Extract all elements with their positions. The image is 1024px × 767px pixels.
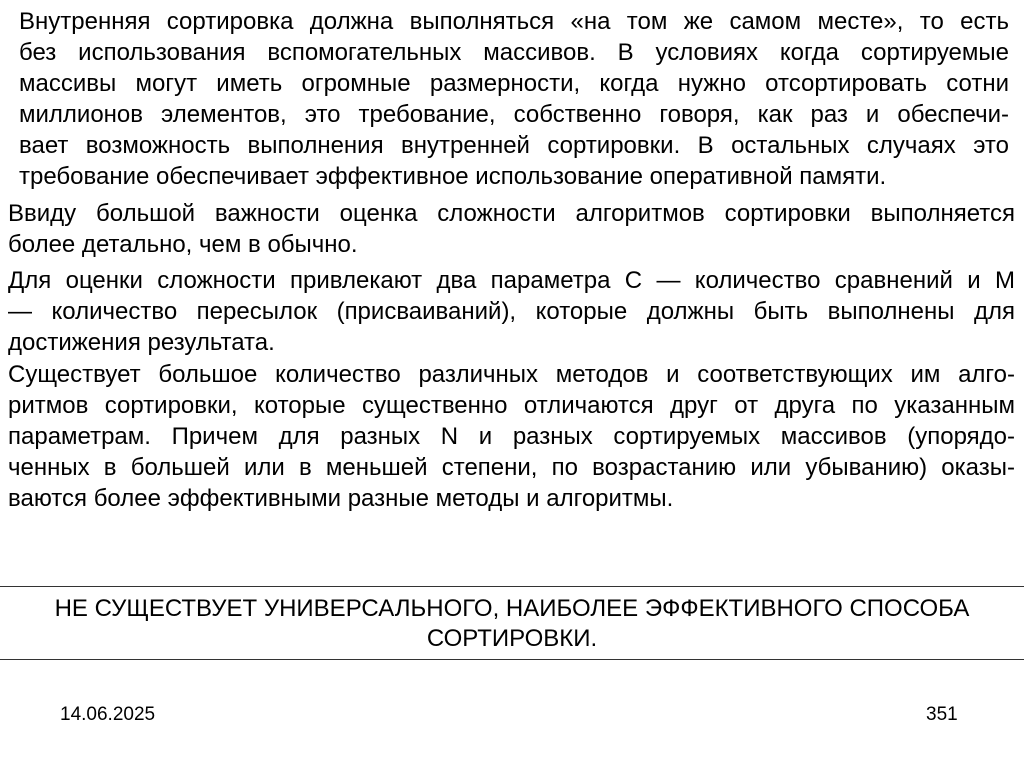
text-line: — количество пересылок (присваиваний), которые должны быть выполнены для bbox=[8, 298, 1015, 325]
banner-line: СОРТИРОВКИ. bbox=[426, 625, 598, 652]
text-line: требование обеспечивает эффективное использование оперативной памяти. bbox=[19, 163, 887, 190]
text-line: ченных в большей или в меньшей степени, по возрастанию или убыванию) оказы- bbox=[8, 454, 1015, 481]
text-line: вает возможность выполнения внутренней сортировки. В остальных случаях это bbox=[19, 132, 1009, 159]
paragraph-complexity-importance bbox=[8, 198, 1015, 260]
text-line: более детально, чем в обычно. bbox=[8, 231, 358, 258]
page-number: 351 bbox=[926, 704, 958, 725]
paragraph-internal-sorting bbox=[19, 6, 1009, 192]
text-line: без использования вспомогательных массивов. В условиях когда сортируемые bbox=[19, 39, 1009, 66]
text-line: достижения результата. bbox=[8, 329, 275, 356]
text-line: Для оценки сложности привлекают два параметра С — количество сравнений и М bbox=[8, 267, 1015, 294]
text-line: миллионов элементов, это требование, собственно говоря, как раз и обеспечи- bbox=[19, 101, 1009, 128]
text-line: параметрам. Причем для разных N и разных сортируемых массивов (упорядо- bbox=[8, 423, 1015, 450]
footer-date: 14.06.2025 bbox=[60, 704, 156, 725]
text-line: массивы могут иметь огромные размерности, когда нужно отсортировать сотни bbox=[19, 70, 1009, 97]
paragraph-complexity-parameters bbox=[8, 265, 1015, 358]
banner-line: НЕ СУЩЕСТВУЕТ УНИВЕРСАЛЬНОГО, НАИБОЛЕЕ ЭФФЕКТИВНОГО СПОСОБА bbox=[54, 595, 970, 622]
text-line: Существует большое количество различных методов и соответствующих им алго- bbox=[8, 361, 1015, 388]
conclusion-banner bbox=[0, 586, 1024, 660]
text-line: ритмов сортировки, которые существенно отличаются друг от друга по указанным bbox=[8, 392, 1015, 419]
paragraph-sorting-methods bbox=[8, 359, 1015, 514]
text-line: Ввиду большой важности оценка сложности алгоритмов сортировки выполняется bbox=[8, 200, 1015, 227]
text-line: ваются более эффективными разные методы и алгоритмы. bbox=[8, 485, 674, 512]
text-line: Внутренняя сортировка должна выполняться «на том же самом месте», то есть bbox=[19, 8, 1009, 35]
